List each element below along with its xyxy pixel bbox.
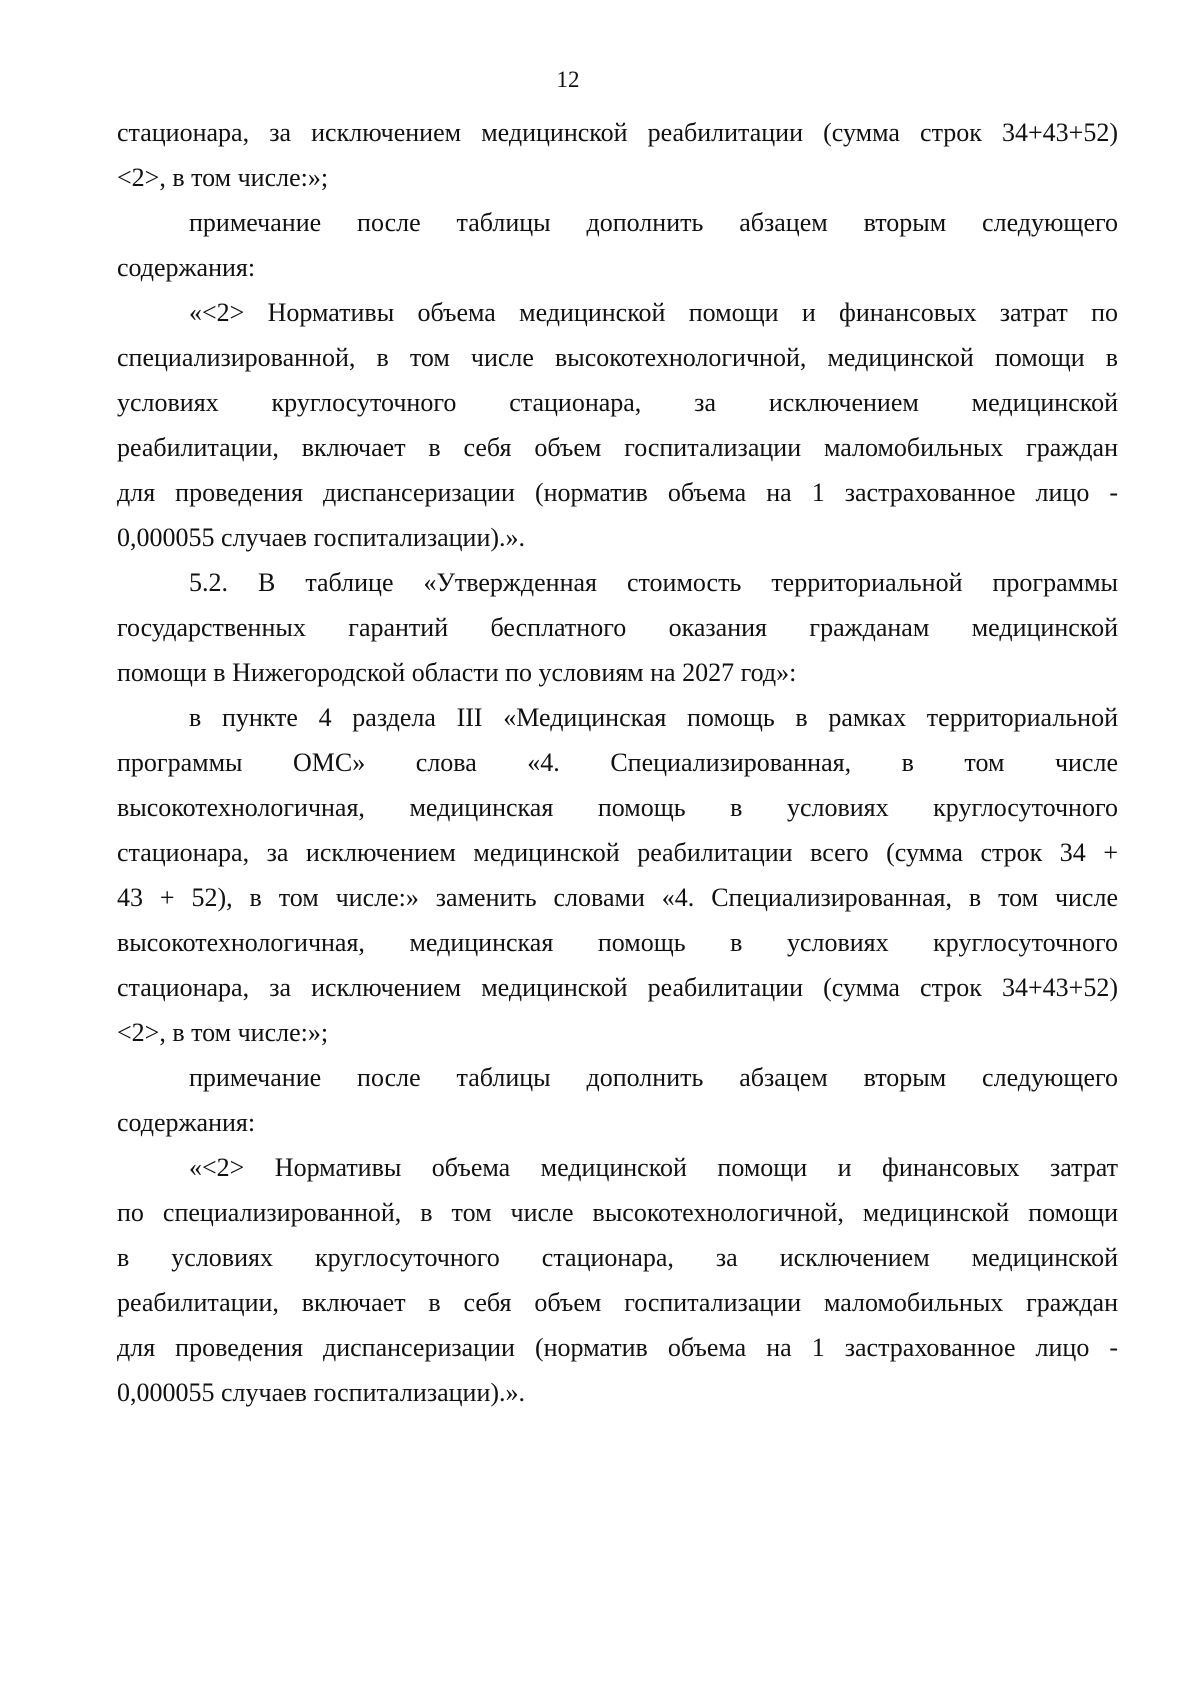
paragraph-note-instruction bbox=[117, 1055, 1118, 1145]
text-line: 5.2. В таблице «Утвержденная стоимость территориальной программы bbox=[189, 568, 1118, 597]
document-body bbox=[117, 110, 1118, 1415]
text-line: <2>, в том числе:»; bbox=[117, 163, 329, 192]
paragraph-note-text bbox=[117, 1145, 1118, 1415]
text-line: примечание после таблицы дополнить абзацем вторым следующего bbox=[189, 1063, 1118, 1092]
text-line: по специализированной, в том числе высокотехнологичной, медицинской помощи bbox=[117, 1198, 1118, 1227]
text-line: помощи в Нижегородской области по условиям на 2027 год»: bbox=[117, 658, 797, 687]
text-line: для проведения диспансеризации (норматив объема на 1 застрахованное лицо - bbox=[117, 478, 1118, 507]
text-line: реабилитации, включает в себя объем госпитализации маломобильных граждан bbox=[117, 1288, 1118, 1317]
text-line: стационара, за исключением медицинской реабилитации (сумма строк 34+43+52) bbox=[117, 973, 1118, 1002]
text-line: программы ОМС» слова «4. Специализированная, в том числе bbox=[117, 748, 1118, 777]
text-line: «<2> Нормативы объема медицинской помощи и финансовых затрат по bbox=[189, 298, 1118, 327]
text-line: в пункте 4 раздела III «Медицинская помощь в рамках территориальной bbox=[189, 703, 1118, 732]
paragraph-note-text bbox=[117, 290, 1118, 560]
text-line: условиях круглосуточного стационара, за исключением медицинской bbox=[117, 388, 1118, 417]
text-line: 43 + 52), в том числе:» заменить словами «4. Специализированная, в том числе bbox=[117, 883, 1118, 912]
paragraph-section-5-2 bbox=[117, 560, 1118, 695]
text-line: стационара, за исключением медицинской реабилитации (сумма строк 34+43+52) bbox=[117, 118, 1118, 147]
paragraph-note-instruction bbox=[117, 200, 1118, 290]
text-line: специализированной, в том числе высокотехнологичной, медицинской помощи в bbox=[117, 343, 1118, 372]
text-line: содержания: bbox=[117, 253, 256, 282]
text-line: стационара, за исключением медицинской реабилитации всего (сумма строк 34 + bbox=[117, 838, 1118, 867]
text-line: в условиях круглосуточного стационара, за исключением медицинской bbox=[117, 1243, 1118, 1272]
text-line: высокотехнологичная, медицинская помощь в условиях круглосуточного bbox=[117, 928, 1118, 957]
text-line: реабилитации, включает в себя объем госпитализации маломобильных граждан bbox=[117, 433, 1118, 462]
text-line: 0,000055 случаев госпитализации).». bbox=[117, 523, 526, 552]
text-line: 0,000055 случаев госпитализации).». bbox=[117, 1378, 526, 1407]
text-line: для проведения диспансеризации (норматив объема на 1 застрахованное лицо - bbox=[117, 1333, 1118, 1362]
text-line: содержания: bbox=[117, 1108, 256, 1137]
text-line: государственных гарантий бесплатного оказания гражданам медицинской bbox=[117, 613, 1118, 642]
text-line: <2>, в том числе:»; bbox=[117, 1018, 329, 1047]
page-number: 12 bbox=[556, 67, 580, 92]
paragraph-item-4-amendment bbox=[117, 695, 1118, 1055]
paragraph-continuation bbox=[117, 110, 1118, 200]
text-line: «<2> Нормативы объема медицинской помощи и финансовых затрат bbox=[189, 1153, 1118, 1182]
text-line: примечание после таблицы дополнить абзацем вторым следующего bbox=[189, 208, 1118, 237]
text-line: высокотехнологичная, медицинская помощь в условиях круглосуточного bbox=[117, 793, 1118, 822]
